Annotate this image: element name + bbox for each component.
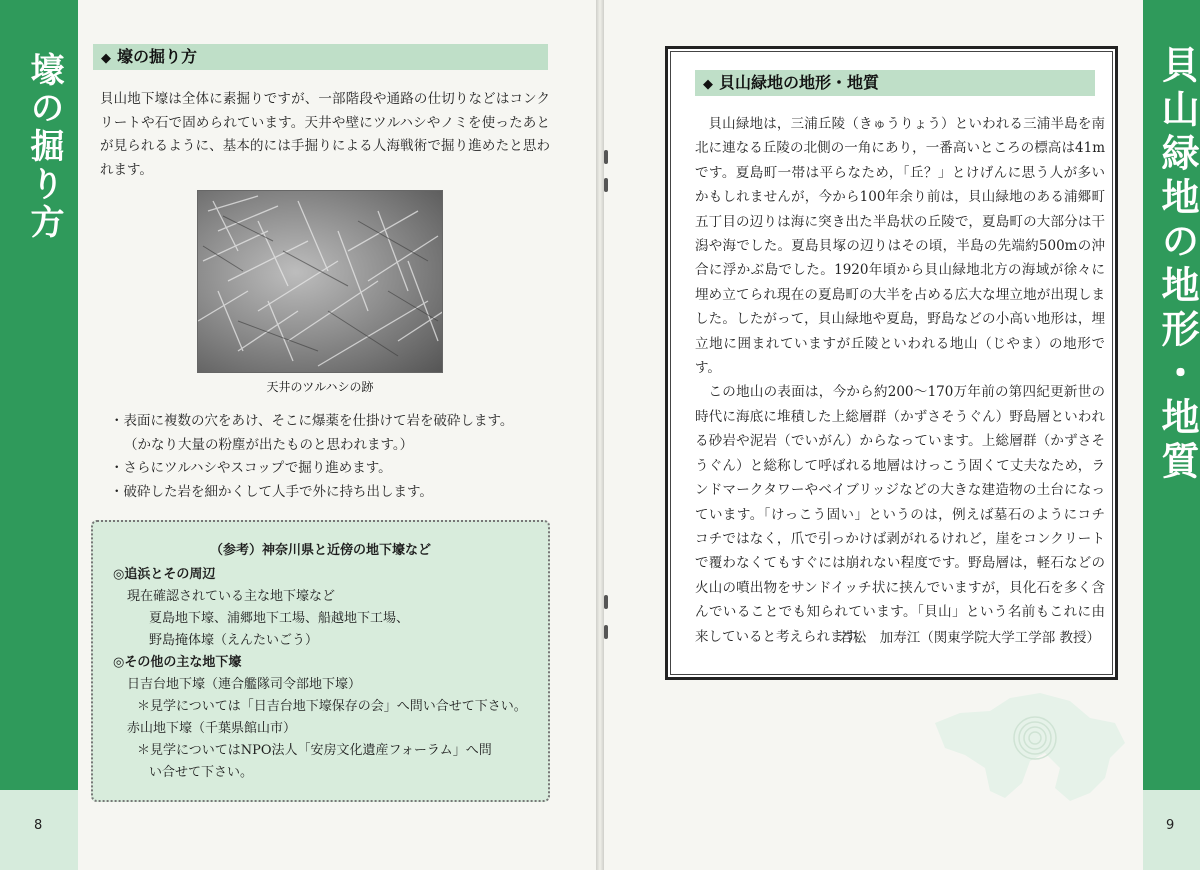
list-item: （かなり大量の粉塵が出たものと思われます。） (124, 436, 414, 453)
method-list (110, 410, 550, 504)
diamond-icon: ◆ (101, 51, 111, 66)
heading-text: 壕の掘り方 (117, 47, 198, 66)
reference-line: 現在確認されている主な地下壕など (127, 589, 336, 604)
heading-text: 貝山緑地の地形・地質 (719, 73, 880, 92)
reference-line: ◎その他の主な地下壕 (113, 655, 242, 670)
reference-line: ＊見学については「日吉台地下壕保存の会」へ問い合せて下さい。 (137, 699, 527, 714)
reference-title: （参考）神奈川県と近傍の地下壕など (209, 543, 431, 558)
reference-line: 野島掩体壕（えんたいごう） (149, 633, 319, 648)
reference-line: ＊見学についてはNPO法人「安房文化遺産フォーラム」へ問 (137, 743, 492, 758)
list-item: ・さらにツルハシやスコップで掘り進めます。 (110, 460, 392, 476)
binding-mark (604, 178, 608, 192)
page-number-right: 9 (1166, 818, 1175, 833)
binding-mark (604, 595, 608, 609)
pickaxe-marks-texture (198, 191, 443, 373)
diamond-icon: ◆ (703, 77, 713, 92)
book-gutter (596, 0, 604, 870)
right-side-title: 貝山緑地の地形・地質 (1155, 45, 1200, 485)
binding-mark (604, 150, 608, 164)
binding-mark (604, 625, 608, 639)
list-item: ・破砕した岩を細かくして人手で外に持ち出します。 (110, 483, 433, 500)
page-number-left: 8 (34, 818, 43, 833)
reference-line: ◎追浜とその周辺 (113, 567, 216, 582)
reference-line: い合せて下さい。 (149, 765, 254, 780)
reference-line: 赤山地下壕（千葉県館山市） (127, 721, 297, 736)
intro-paragraph: 貝山地下壕は全体に素掘りですが、一部階段や通路の仕切りなどはコンクリートや石で固められています。天井や壁にツルハシやノミを使ったあとが見られるように、基本的には手掘りによる人海戦術で掘り進めたと思われます。 (100, 91, 550, 178)
author-credit: 若松 加寿江（関東学院大学工学部 教授） (839, 630, 1100, 646)
reference-box (91, 520, 550, 802)
reference-line: 日吉台地下壕（連合艦隊司令部地下壕） (127, 677, 362, 692)
article-paragraph-1: 貝山緑地は，三浦丘陵（きゅうりょう）といわれる三浦半島を南北に連なる丘陵の北側の一角にあり，一番高いところの標高は41mです。夏島町一帯は平らなため，「丘？」とけげんに思う人が多いかもしれませんが，今から100年余り前は，貝山緑地のある浦郷町五丁目の辺りは海に突き出た半島状の丘陵で，夏島町の大部分は干潟や海でした。夏島貝塚の辺りはその頃，半島の先端約500mの沖合に浮かぶ島でした。1920年頃から貝山緑地北方の海域が徐々に埋め立てられ現在の夏島町の大半を占める広大な埋立地が出現しました。したがって，貝山緑地や夏島，野島などの小高い地形は，埋立地に囲まれていますが丘陵といわれる地山（じやま）の地形です。 (695, 116, 1105, 377)
ceiling-photo (197, 190, 443, 373)
section-heading-right (695, 70, 1095, 96)
left-side-title: 壕の掘り方 (24, 52, 64, 242)
reference-line: 夏島地下壕、浦郷地下工場、船越地下工場、 (149, 611, 410, 626)
map-silhouette-icon (930, 683, 1130, 813)
article-paragraph-2: この地山の表面は，今から約200～170万年前の第四紀更新世の時代に海底に堆積した上総層群（かずさそうぐん）野島層といわれる砂岩や泥岩（でいがん）からなっています。上総層群（かずさそうぐん）と総称して呼ばれる地層はけっこう固くて丈夫なため，ランドマークタワーやベイブリッジなどの大きな建造物の土台になっています。「けっこう固い」というのは，例えば墓石のようにコチコチではなく，爪で引っかけば剥がれるけれど，崖をコンクリートで覆わなくてもすぐには崩れない程度です。野島層は，軽石などの火山の噴出物をサンドイッチ状に挟んでいますが，貝化石を多く含んでいることでも知られています。「貝山」という名前もこれに由来していると考えられます。 (695, 384, 1105, 645)
article-body (695, 112, 1105, 649)
photo-caption: 天井のツルハシの跡 (266, 380, 374, 394)
section-heading-left (93, 44, 548, 70)
list-item: ・表面に複数の穴をあけ、そこに爆薬を仕掛けて岩を破砕します。 (110, 413, 514, 429)
